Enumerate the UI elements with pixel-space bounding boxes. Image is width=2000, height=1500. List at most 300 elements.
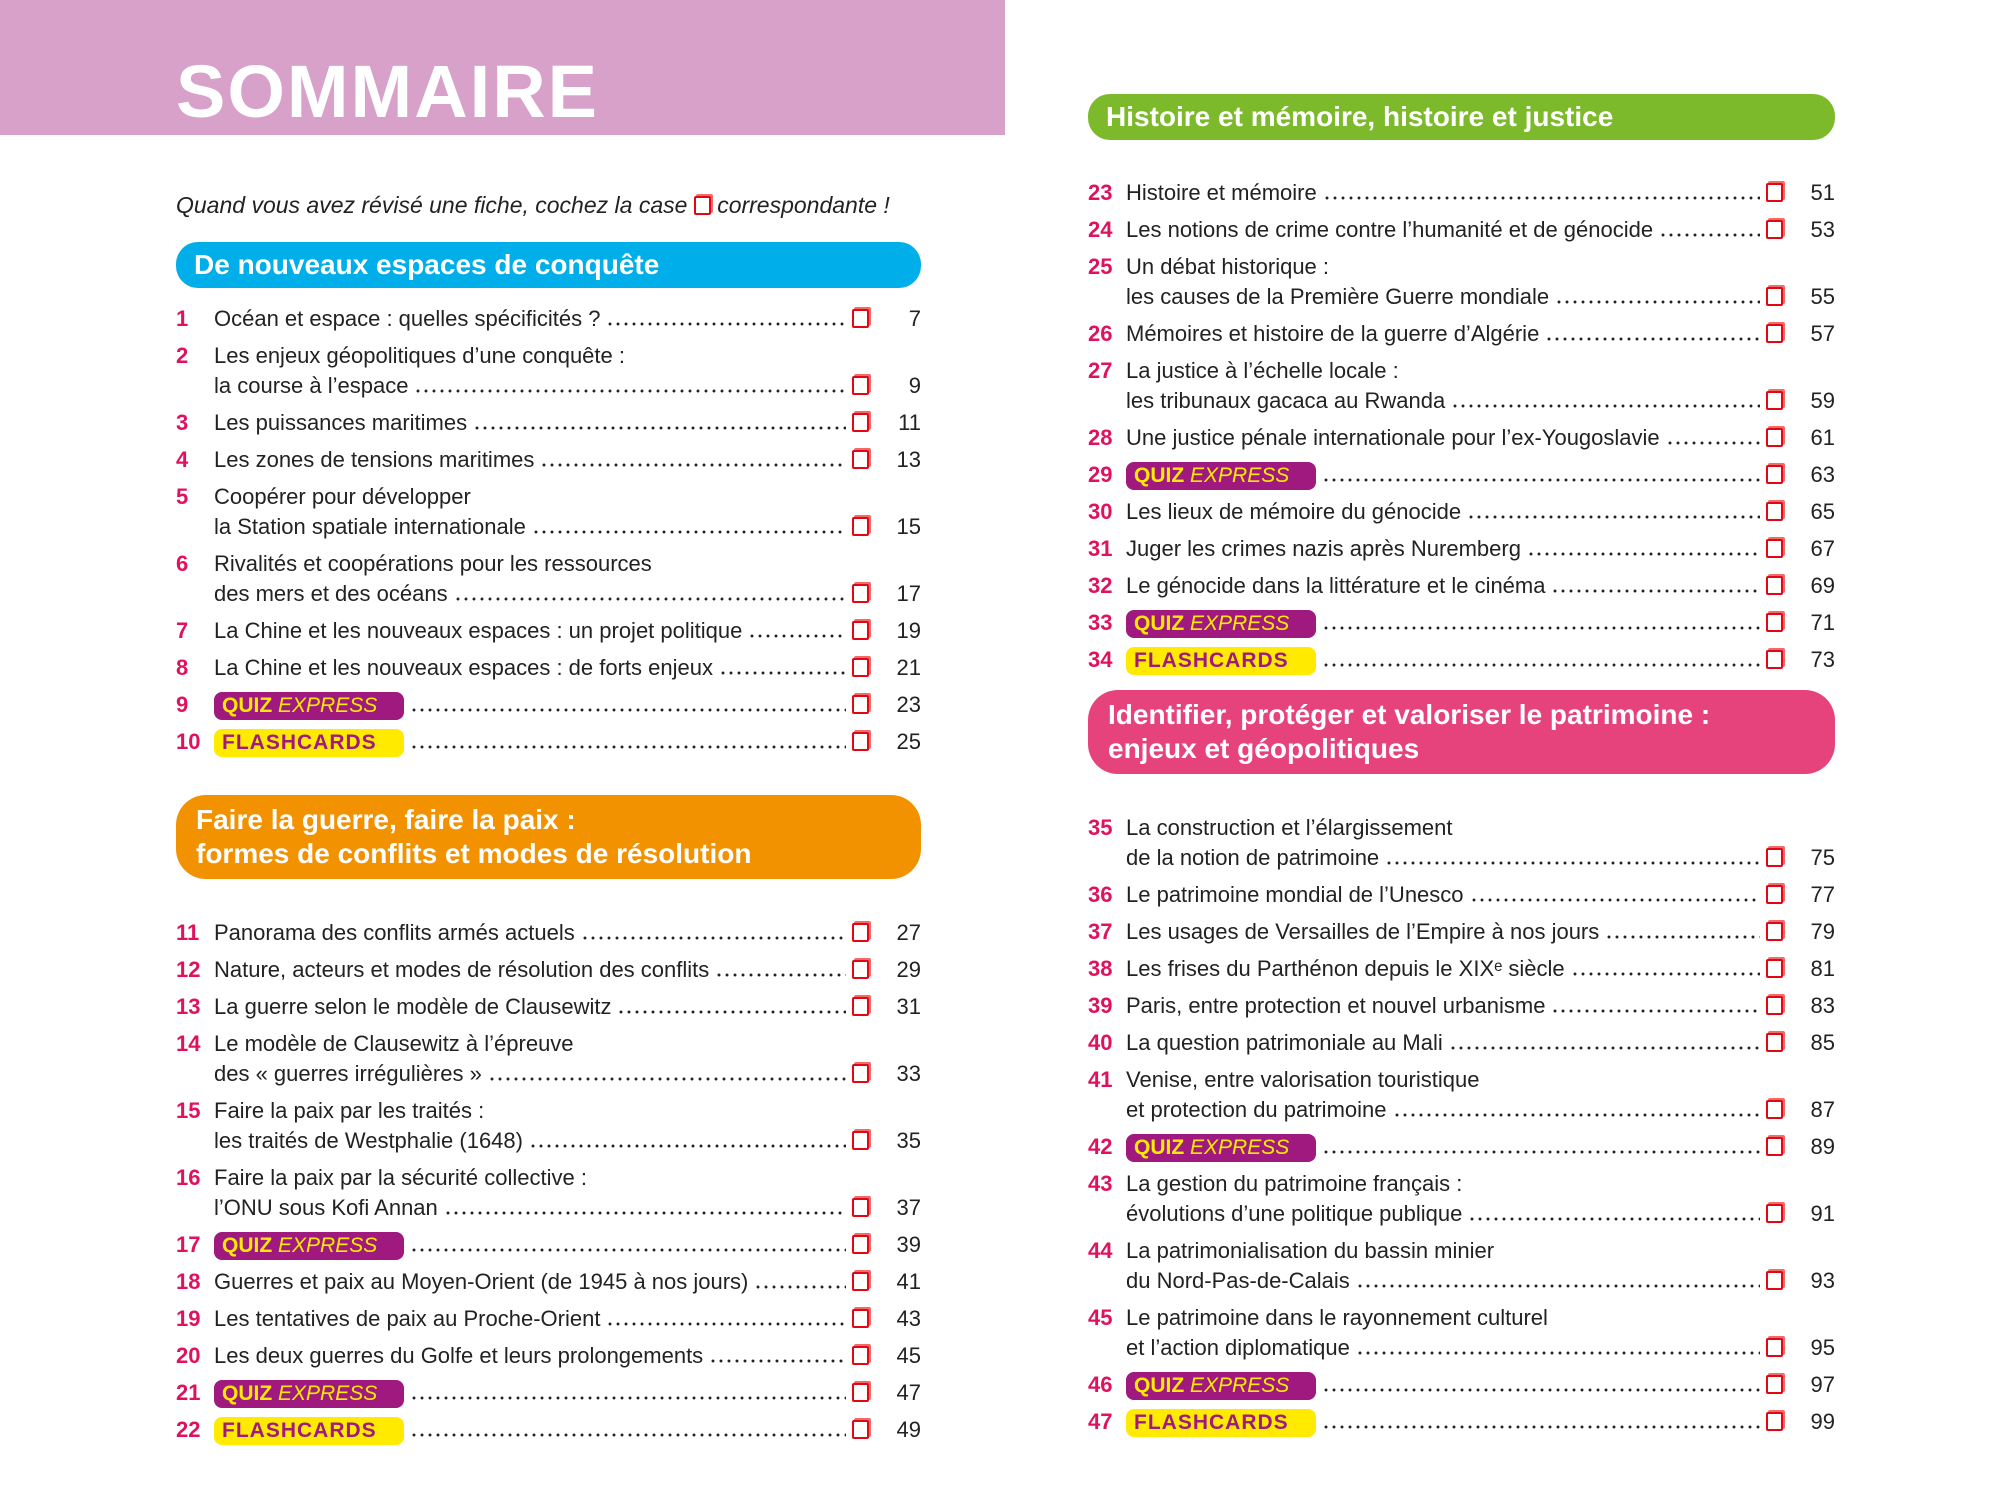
toc-item[interactable] [1088,1024,1835,1061]
toc-item[interactable] [176,1263,921,1300]
toc-item[interactable] [1088,1128,1835,1165]
checkbox[interactable] [1766,996,1783,1015]
item-text-line: les tribunaux gacaca au Rwanda [1126,388,1446,413]
toc-item[interactable] [176,1092,921,1159]
section-title-line: Faire la guerre, faire la paix : [196,804,576,835]
flashcards-badge [214,1417,404,1445]
item-body [1126,1407,1835,1437]
dot-leader [488,1077,846,1081]
section-header [1088,94,1835,140]
toc-item[interactable] [176,723,921,760]
item-last-line [1126,1132,1835,1162]
checkbox[interactable] [852,621,869,640]
item-body [1126,880,1835,910]
checkbox[interactable] [1766,1204,1783,1223]
item-number: 46 [1088,1372,1113,1397]
dot-leader [1322,663,1760,667]
item-number: 8 [176,655,189,680]
item-text-line: La guerre selon le modèle de Clausewitz [214,994,612,1019]
item-last-line [214,1378,921,1408]
item-number: 31 [1088,536,1113,561]
item-body [1126,423,1835,453]
item-last-line [214,918,921,948]
checkbox[interactable] [1766,1137,1783,1156]
checkbox[interactable] [1766,183,1783,202]
checkbox-icon [694,196,711,215]
checkbox[interactable] [1766,539,1783,558]
item-last-line [214,616,921,646]
toc-item[interactable] [176,686,921,723]
dot-leader [1468,1217,1760,1221]
section-nouveaux-espaces [176,242,921,754]
page-number: 23 [896,692,921,717]
dot-leader [1356,1351,1760,1355]
item-number: 24 [1088,217,1113,242]
item-body [1126,319,1835,349]
toc-item[interactable] [176,300,921,337]
badge-bold: QUIZ [222,694,273,717]
dot-leader [754,1285,846,1289]
page-number: 61 [1810,425,1835,450]
toc-item[interactable] [1088,456,1835,493]
toc-item[interactable] [1088,174,1835,211]
item-text-line: Juger les crimes nazis après Nuremberg [1126,536,1521,561]
item-last-line [214,992,921,1022]
item-number: 45 [1088,1305,1113,1330]
item-last-line [214,1415,921,1445]
checkbox[interactable] [1766,1412,1783,1431]
checkbox[interactable] [852,695,869,714]
toc-item[interactable] [176,478,921,545]
checkbox[interactable] [1766,1100,1783,1119]
item-last-line [214,727,921,757]
item-body [1126,608,1835,638]
item-last-line [1126,880,1835,910]
item-text-line: La justice à l’échelle locale : [1126,358,1399,383]
page-number: 9 [908,373,921,398]
section-title-line: Identifier, protéger et valoriser le patrimoine : [1108,699,1711,730]
item-body [1126,252,1835,312]
checkbox[interactable] [1766,324,1783,343]
item-last-line [1126,215,1835,245]
page-number: 85 [1810,1030,1835,1055]
item-last-line [1126,1370,1835,1400]
item-text-line: des « guerres irrégulières » [214,1061,482,1086]
item-body [214,955,921,985]
page-number: 75 [1810,845,1835,870]
item-number: 35 [1088,815,1113,840]
item-text-line: La patrimonialisation du bassin minier [1126,1238,1495,1263]
page-number: 91 [1810,1201,1835,1226]
flashcards-badge [1126,647,1316,675]
checkbox[interactable] [1766,922,1783,941]
checkbox[interactable] [852,413,869,432]
toc-item[interactable] [1088,248,1835,315]
dot-leader [410,708,846,712]
dot-leader [1322,626,1760,630]
item-number: 6 [176,551,189,576]
item-last-line [1126,991,1835,1021]
item-text-line: Le patrimoine dans le rayonnement culturel [1126,1305,1548,1330]
item-last-line [1126,571,1835,601]
item-body [1126,1028,1835,1058]
page-number: 73 [1810,647,1835,672]
item-number: 42 [1088,1134,1113,1159]
quiz-express-badge [214,1232,404,1260]
toc-item[interactable] [176,337,921,404]
item-text-line: la course à l’espace [214,373,409,398]
page-number: 39 [896,1232,921,1257]
checkbox[interactable] [852,584,869,603]
item-number: 36 [1088,882,1113,907]
dot-leader [1605,935,1760,939]
page-number: 43 [896,1306,921,1331]
dot-leader [410,1396,846,1400]
badge-italic: EXPRESS [278,694,378,717]
dot-leader [719,671,846,675]
checkbox[interactable] [1766,465,1783,484]
toc-item[interactable] [176,1411,921,1448]
toc-item[interactable] [1088,493,1835,530]
badge-bold: FLASHCARDS [1134,649,1289,672]
toc-item[interactable] [1088,913,1835,950]
section-title-line: Histoire et mémoire, histoire et justice [1106,101,1614,132]
item-body [1126,813,1835,873]
toc-item[interactable] [1088,315,1835,352]
toc-item[interactable] [1088,1299,1835,1366]
item-number: 44 [1088,1238,1113,1263]
dot-leader [709,1359,846,1363]
item-text-line: Venise, entre valorisation touristique [1126,1067,1480,1092]
item-text-line: Un débat historique : [1126,254,1330,279]
item-body [1126,356,1835,416]
item-number: 30 [1088,499,1113,524]
item-last-line [1126,386,1835,416]
item-last-line [1126,534,1835,564]
page-number: 11 [898,410,921,435]
item-text-line: Océan et espace : quelles spécificités ? [214,306,601,331]
item-last-line [1126,608,1835,638]
item-body [1126,1065,1835,1125]
item-body [214,1029,921,1089]
item-last-line [214,512,921,542]
checkbox[interactable] [852,450,869,469]
checkbox[interactable] [852,1309,869,1328]
checkbox[interactable] [852,732,869,751]
item-number: 47 [1088,1409,1113,1434]
quiz-express-badge [1126,1372,1316,1400]
page-number: 95 [1810,1335,1835,1360]
section-guerre-paix [176,795,921,1442]
dot-leader [1551,589,1760,593]
toc-item[interactable] [176,951,921,988]
checkbox[interactable] [852,517,869,536]
item-last-line [1126,1333,1835,1363]
dot-leader [1666,441,1760,445]
checkbox[interactable] [852,1131,869,1150]
flashcards-badge [1126,1409,1316,1437]
toc-item[interactable] [1088,419,1835,456]
toc-item[interactable] [1088,809,1835,876]
section-histoire-memoire [1088,94,1835,672]
page-number: 67 [1810,536,1835,561]
toc-item[interactable] [176,1300,921,1337]
checkbox[interactable] [1766,1338,1783,1357]
dot-leader [1470,898,1760,902]
item-number: 28 [1088,425,1113,450]
toc-item[interactable] [1088,604,1835,641]
section-title-line: enjeux et géopolitiques [1108,733,1420,764]
item-text-line: Le modèle de Clausewitz à l’épreuve [214,1031,574,1056]
item-number: 41 [1088,1067,1113,1092]
toc-item[interactable] [1088,1403,1835,1440]
toc-item[interactable] [176,988,921,1025]
section-title-line: De nouveaux espaces de conquête [194,249,660,280]
badge-italic: EXPRESS [1190,1136,1290,1159]
badge-italic: EXPRESS [1190,612,1290,635]
item-body [1126,1169,1835,1229]
dot-leader [1322,478,1760,482]
item-body [214,482,921,542]
toc-item[interactable] [176,441,921,478]
page-number: 13 [896,447,921,472]
checkbox[interactable] [1766,1375,1783,1394]
item-body [1126,917,1835,947]
checkbox[interactable] [852,960,869,979]
quiz-express-badge [214,692,404,720]
badge-bold: FLASHCARDS [222,1419,377,1442]
toc-item[interactable] [1088,641,1835,678]
item-text-line: Les tentatives de paix au Proche-Orient [214,1306,601,1331]
checkbox[interactable] [852,376,869,395]
checkbox[interactable] [852,658,869,677]
item-number: 26 [1088,321,1113,346]
item-text-line: Les enjeux géopolitiques d’une conquête : [214,343,625,368]
toc-item[interactable] [176,1159,921,1226]
page-number: 35 [896,1128,921,1153]
item-number: 17 [176,1232,201,1257]
checkbox[interactable] [1766,848,1783,867]
toc-item[interactable] [176,612,921,649]
item-number: 40 [1088,1030,1113,1055]
badge-italic: EXPRESS [278,1234,378,1257]
checkbox[interactable] [852,1198,869,1217]
badge-bold: QUIZ [222,1382,273,1405]
item-number: 37 [1088,919,1113,944]
item-last-line [1126,917,1835,947]
checkbox[interactable] [1766,391,1783,410]
toc-item[interactable] [176,1337,921,1374]
quiz-express-badge [1126,1134,1316,1162]
dot-leader [1323,196,1760,200]
item-number: 23 [1088,180,1113,205]
item-text-line: Les lieux de mémoire du génocide [1126,499,1462,524]
intro-text [176,192,890,219]
checkbox[interactable] [852,1064,869,1083]
item-body [214,1163,921,1223]
checkbox[interactable] [1766,428,1783,447]
page-number: 81 [1810,956,1835,981]
checkbox[interactable] [1766,1033,1783,1052]
dot-leader [473,426,846,430]
dot-leader [1467,515,1760,519]
page-number: 69 [1810,573,1835,598]
toc-item[interactable] [176,1374,921,1411]
page-number: 17 [896,581,921,606]
page-number: 53 [1810,217,1835,242]
checkbox[interactable] [852,1383,869,1402]
item-text-line: évolutions d’une politique publique [1126,1201,1463,1226]
item-number: 4 [176,447,189,472]
item-text-line: Faire la paix par la sécurité collective : [214,1165,587,1190]
item-last-line [214,1304,921,1334]
item-last-line [1126,954,1835,984]
item-number: 9 [176,692,189,717]
toc-item[interactable] [176,914,921,951]
item-text-line: Le génocide dans la littérature et le cinéma [1126,573,1546,598]
toc-item[interactable] [1088,567,1835,604]
item-last-line [1126,282,1835,312]
item-number: 20 [176,1343,201,1368]
item-list [176,300,921,760]
page-number: 49 [896,1417,921,1442]
dot-leader [715,973,846,977]
item-body [214,1267,921,1297]
item-number: 1 [176,306,189,331]
dot-leader [1659,233,1760,237]
toc-item[interactable] [176,404,921,441]
item-body [214,445,921,475]
toc-item[interactable] [1088,211,1835,248]
item-last-line [1126,319,1835,349]
dot-leader [606,322,846,326]
item-number: 38 [1088,956,1113,981]
checkbox[interactable] [1766,613,1783,632]
item-text-line: Les frises du Parthénon depuis le XIXᵉ siècle [1126,956,1565,981]
item-last-line [214,304,921,334]
toc-item[interactable] [1088,876,1835,913]
item-last-line [214,1126,921,1156]
dot-leader [529,1144,846,1148]
item-text-line: Les zones de tensions maritimes [214,447,535,472]
dot-leader [606,1322,846,1326]
toc-item[interactable] [176,649,921,686]
item-body [214,549,921,609]
checkbox[interactable] [1766,502,1783,521]
item-body [1126,571,1835,601]
page-number: 27 [896,920,921,945]
item-last-line [214,690,921,720]
item-last-line [1126,1407,1835,1437]
checkbox[interactable] [852,1346,869,1365]
page-number: 55 [1810,284,1835,309]
checkbox[interactable] [1766,287,1783,306]
toc-item[interactable] [1088,352,1835,419]
item-text-line: l’ONU sous Kofi Annan [214,1195,438,1220]
page-number: 63 [1810,462,1835,487]
badge-bold: QUIZ [1134,1374,1185,1397]
dot-leader [444,1211,846,1215]
item-number: 19 [176,1306,201,1331]
checkbox[interactable] [1766,1271,1783,1290]
item-number: 34 [1088,647,1113,672]
item-number: 12 [176,957,201,982]
item-last-line [214,579,921,609]
dot-leader [410,1248,846,1252]
toc-item[interactable] [1088,950,1835,987]
item-last-line [214,1230,921,1260]
dot-leader [540,463,846,467]
checkbox[interactable] [1766,959,1783,978]
item-last-line [214,955,921,985]
item-last-line [214,1059,921,1089]
checkbox[interactable] [852,309,869,328]
item-text-line: La question patrimoniale au Mali [1126,1030,1443,1055]
item-number: 15 [176,1098,201,1123]
checkbox[interactable] [852,1420,869,1439]
badge-bold: QUIZ [1134,612,1185,635]
toc-item[interactable] [1088,1061,1835,1128]
checkbox[interactable] [1766,220,1783,239]
quiz-express-badge [1126,610,1316,638]
page-number: 89 [1810,1134,1835,1159]
item-text-line: Le patrimoine mondial de l’Unesco [1126,882,1464,907]
section-header [176,795,921,879]
toc-item[interactable] [1088,1232,1835,1299]
item-number: 18 [176,1269,201,1294]
section-header [1088,690,1835,774]
item-body [214,408,921,438]
item-number: 5 [176,484,189,509]
dot-leader [1385,861,1760,865]
item-number: 27 [1088,358,1113,383]
item-last-line [214,1193,921,1223]
checkbox[interactable] [852,1235,869,1254]
item-number: 10 [176,729,201,754]
checkbox[interactable] [852,1272,869,1291]
item-number: 33 [1088,610,1113,635]
page-number: 87 [1810,1097,1835,1122]
toc-item[interactable] [176,1025,921,1092]
toc-item[interactable] [176,1226,921,1263]
item-number: 32 [1088,573,1113,598]
item-list [176,914,921,1448]
page-number: 45 [896,1343,921,1368]
checkbox[interactable] [1766,885,1783,904]
toc-item[interactable] [1088,987,1835,1024]
item-body [1126,1370,1835,1400]
item-body [1126,1132,1835,1162]
page-number: 93 [1810,1268,1835,1293]
toc-item[interactable] [1088,530,1835,567]
dot-leader [454,597,846,601]
item-text-line: Rivalités et coopérations pour les ressources [214,551,652,576]
item-number: 3 [176,410,189,435]
item-text-line: les causes de la Première Guerre mondiale [1126,284,1550,309]
quiz-express-badge [1126,462,1316,490]
toc-item[interactable] [1088,1165,1835,1232]
toc-item[interactable] [1088,1366,1835,1403]
checkbox[interactable] [1766,650,1783,669]
checkbox[interactable] [852,923,869,942]
page-number: 47 [896,1380,921,1405]
item-text-line: Mémoires et histoire de la guerre d’Algérie [1126,321,1540,346]
checkbox[interactable] [852,997,869,1016]
toc-item[interactable] [176,545,921,612]
page-number: 77 [1810,882,1835,907]
checkbox[interactable] [1766,576,1783,595]
page-number: 97 [1810,1372,1835,1397]
